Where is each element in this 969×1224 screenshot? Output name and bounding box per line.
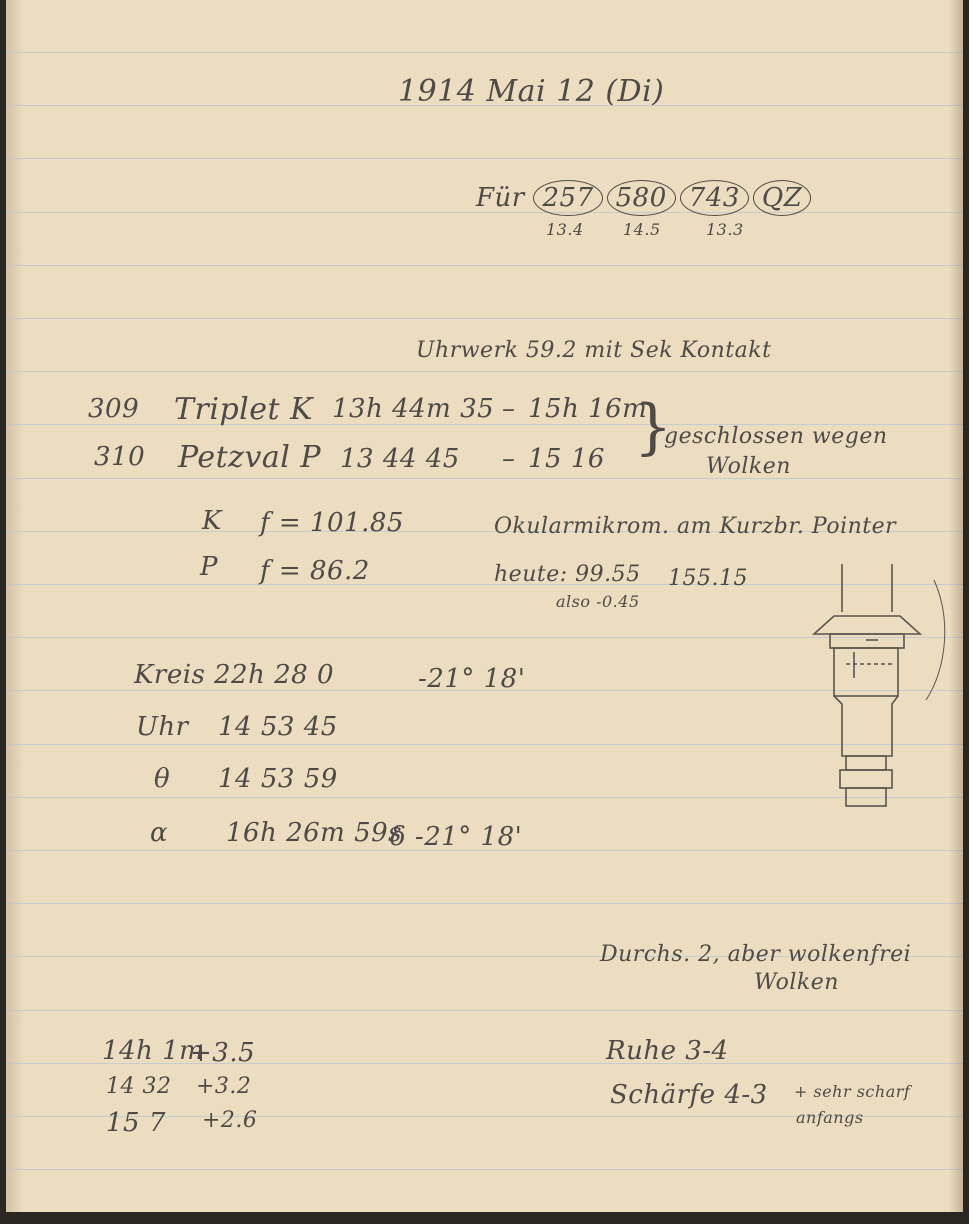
exposure-end-309: 15h 16m	[528, 394, 648, 424]
seeing-line2: Wolken	[754, 970, 839, 995]
plate-mag-257: 13.4	[546, 220, 584, 239]
plate-743: 743	[680, 180, 749, 216]
ruled-line	[6, 371, 963, 372]
plate-mag-743: 13.3	[706, 220, 744, 239]
exposure-no-309: 309	[88, 394, 140, 424]
condition-note2: anfangs	[796, 1108, 864, 1127]
ruled-line	[6, 52, 963, 53]
micrometer-today2: 155.15	[668, 566, 748, 591]
exposure-end-310: 15 16	[528, 444, 605, 474]
time-1: 14h 1m	[102, 1036, 205, 1066]
reading-extra-alpha: δ -21° 18'	[390, 822, 523, 852]
micrometer-note: also -0.45	[556, 592, 640, 611]
ruled-line	[6, 158, 963, 159]
exposure-dash-310: –	[502, 444, 516, 474]
ruled-line	[6, 478, 963, 479]
clock-note: Uhrwerk 59.2 mit Sek Kontakt	[416, 338, 772, 363]
reading-value-uhr: 14 53 45	[218, 712, 338, 742]
ruled-line	[6, 1169, 963, 1170]
condition-ruhe: Ruhe 3-4	[606, 1036, 729, 1066]
reading-value-alpha: 16h 26m 59s	[226, 818, 403, 848]
time-value-1: +3.5	[190, 1038, 256, 1068]
time-value-3: +2.6	[202, 1108, 258, 1133]
plate-257: 257	[533, 180, 602, 216]
exposure-dash-309: –	[502, 394, 516, 424]
exposure-brace: }	[634, 392, 673, 462]
notebook-page	[6, 0, 963, 1212]
ruled-line	[6, 1010, 963, 1011]
ruled-line	[6, 265, 963, 266]
focal-label-k: K	[202, 506, 222, 536]
seeing-line1: Durchs. 2, aber wolkenfrei	[600, 942, 912, 967]
exposure-no-310: 310	[94, 442, 146, 472]
condition-note1: + sehr scharf	[794, 1082, 911, 1101]
page-date: 1914 Mai 12 (Di)	[398, 74, 665, 109]
eyepiece-sketch	[806, 560, 946, 820]
ruled-line	[6, 318, 963, 319]
reading-extra-kreis: -21° 18'	[418, 664, 526, 694]
plate-list	[476, 180, 815, 216]
reading-label-theta: θ	[154, 764, 171, 794]
time-3: 15 7	[106, 1108, 166, 1138]
reading-value-theta: 14 53 59	[218, 764, 338, 794]
plate-prefix: Für	[476, 183, 525, 213]
plate-qz: QZ	[753, 180, 811, 216]
exposure-name-309: Triplet K	[174, 392, 314, 427]
ruled-line	[6, 903, 963, 904]
focal-value-k: f = 101.85	[260, 508, 404, 538]
reading-value-kreis: 22h 28 0	[214, 660, 334, 690]
plate-580: 580	[607, 180, 676, 216]
reading-label-alpha: α	[150, 818, 169, 848]
micrometer-line1: Okularmikrom. am Kurzbr. Pointer	[494, 514, 897, 539]
plate-mag-580: 14.5	[623, 220, 661, 239]
exposure-start-309: 13h 44m 35	[332, 394, 495, 424]
reading-label-uhr: Uhr	[136, 712, 189, 742]
condition-schaerfe: Schärfe 4-3	[610, 1080, 768, 1110]
exposure-note-line2: Wolken	[706, 454, 791, 479]
time-value-2: +3.2	[196, 1074, 252, 1099]
focal-label-p: P	[200, 552, 218, 582]
exposure-note-line1: geschlossen wegen	[664, 424, 888, 449]
reading-label-kreis: Kreis	[134, 660, 206, 690]
exposure-start-310: 13 44 45	[340, 444, 460, 474]
micrometer-today: heute: 99.55	[494, 562, 641, 587]
exposure-name-310: Petzval P	[178, 440, 322, 475]
focal-value-p: f = 86.2	[260, 556, 370, 586]
time-2: 14 32	[106, 1074, 172, 1099]
